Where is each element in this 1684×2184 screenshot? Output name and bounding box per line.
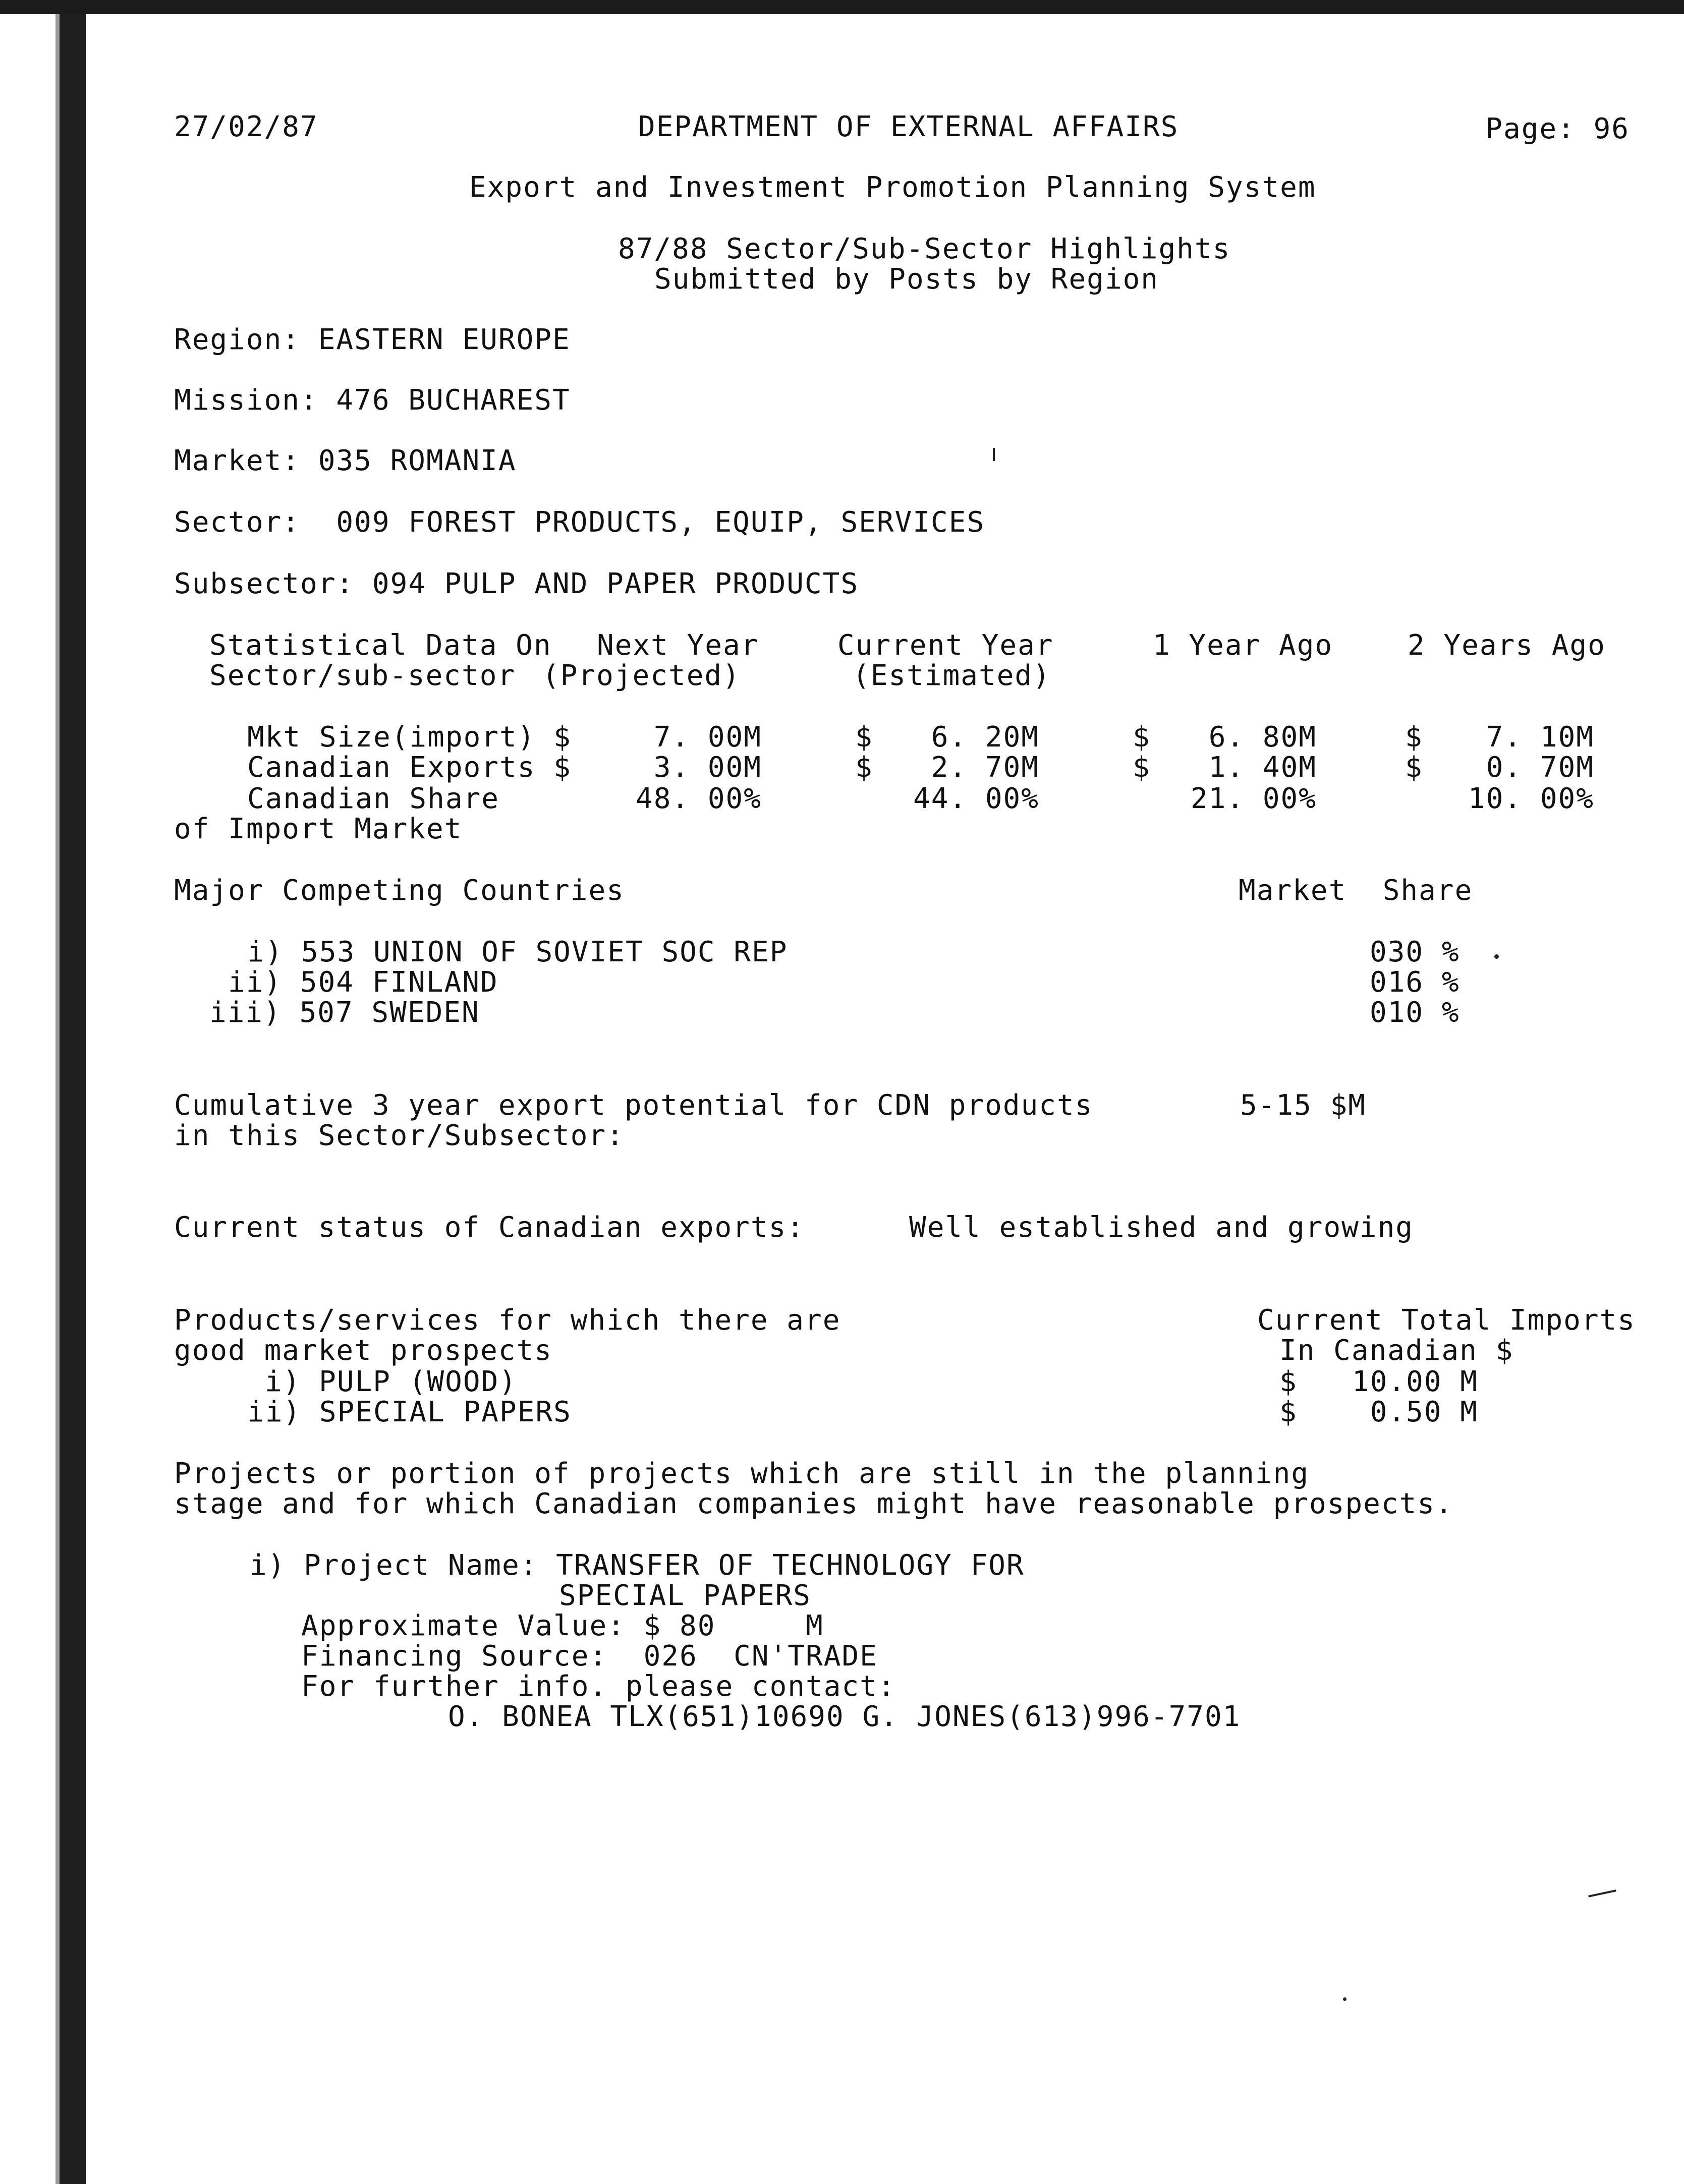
stats-row-label: Mkt Size(import) $ bbox=[247, 721, 572, 754]
product-item: i) PULP (WOOD) bbox=[265, 1365, 518, 1398]
export-status-label: Current status of Canadian exports: bbox=[174, 1211, 805, 1244]
stats-row-label: Canadian Share bbox=[247, 782, 500, 815]
products-label: Products/services for which there are bbox=[174, 1304, 841, 1337]
currency-sign: $ bbox=[1279, 1396, 1298, 1428]
report-date: 27/02/87 bbox=[174, 110, 318, 143]
mission-line: Mission: 476 BUCHAREST bbox=[174, 384, 571, 417]
stats-row-label: Canadian Exports $ bbox=[247, 751, 572, 784]
currency-sign: $ bbox=[1405, 721, 1423, 754]
currency-sign: $ bbox=[1133, 721, 1151, 754]
project-value: Approximate Value: $ 80 M bbox=[301, 1610, 824, 1642]
competitor-share: 016 % bbox=[1370, 966, 1460, 999]
stats-row-two: 7. 10M bbox=[1486, 721, 1594, 754]
product-import-value: 0.50 M bbox=[1370, 1396, 1478, 1428]
scan-stroke bbox=[1588, 1889, 1616, 1898]
scan-speck bbox=[1343, 1997, 1346, 2001]
scan-left-border-edge bbox=[55, 14, 60, 2184]
currency-sign: $ bbox=[1279, 1365, 1298, 1398]
export-potential-value: 5-15 $M bbox=[1240, 1089, 1367, 1122]
report-subtitle: Submitted by Posts by Region bbox=[654, 263, 1159, 296]
export-potential-label-cont: in this Sector/Subsector: bbox=[174, 1119, 625, 1152]
stats-row-label-cont: of Import Market bbox=[174, 813, 463, 845]
project-name-cont: SPECIAL PAPERS bbox=[559, 1579, 812, 1612]
region-line: Region: EASTERN EUROPE bbox=[174, 323, 571, 356]
product-item: ii) SPECIAL PAPERS bbox=[247, 1396, 572, 1428]
export-potential-label: Cumulative 3 year export potential for CDN products bbox=[174, 1089, 1093, 1122]
stats-header-label2: Sector/sub-sector bbox=[209, 659, 516, 692]
currency-sign: $ bbox=[1405, 751, 1423, 784]
sector-line: Sector: 009 FOREST PRODUCTS, EQUIP, SERVICES bbox=[174, 506, 985, 539]
competitor-share: 030 % bbox=[1370, 936, 1460, 968]
market-line: Market: 035 ROMANIA bbox=[174, 444, 517, 477]
imports-header-cont: In Canadian $ bbox=[1279, 1334, 1514, 1367]
stats-header-label: Statistical Data On bbox=[209, 629, 552, 662]
currency-sign: $ bbox=[855, 721, 873, 754]
department-title: DEPARTMENT OF EXTERNAL AFFAIRS bbox=[638, 110, 1179, 143]
products-label-cont: good market prospects bbox=[174, 1334, 553, 1367]
project-name: i) Project Name: TRANSFER OF TECHNOLOGY FOR bbox=[250, 1549, 1025, 1582]
scan-speck bbox=[993, 448, 995, 461]
project-financing: Financing Source: 026 CN'TRADE bbox=[301, 1640, 878, 1673]
subsector-line: Subsector: 094 PULP AND PAPER PRODUCTS bbox=[174, 567, 859, 600]
stats-row-two: 10. 00% bbox=[1468, 782, 1594, 815]
competitor-share: 010 % bbox=[1370, 996, 1460, 1029]
stats-header-next: Next Year bbox=[597, 629, 759, 662]
stats-row-one: 21. 00% bbox=[1190, 782, 1317, 815]
stats-row-next: 7. 00M bbox=[653, 721, 762, 754]
imports-header: Current Total Imports bbox=[1257, 1304, 1636, 1337]
competitor-name: i) 553 UNION OF SOVIET SOC REP bbox=[247, 936, 788, 968]
stats-row-two: 0. 70M bbox=[1486, 751, 1594, 784]
competitor-name: ii) 504 FINLAND bbox=[228, 966, 498, 999]
scan-top-border bbox=[0, 0, 1684, 14]
stray-dot bbox=[1494, 954, 1499, 959]
stats-row-one: 1. 40M bbox=[1208, 751, 1317, 784]
stats-header-one: 1 Year Ago bbox=[1153, 629, 1333, 662]
market-share-header: Market Share bbox=[1239, 874, 1473, 907]
projects-intro: Projects or portion of projects which are still in the planning bbox=[174, 1457, 1310, 1490]
page-number: Page: 96 bbox=[1485, 112, 1630, 145]
stats-row-one: 6. 80M bbox=[1208, 721, 1317, 754]
stats-row-current: 44. 00% bbox=[913, 782, 1039, 815]
stats-row-next: 3. 00M bbox=[653, 751, 762, 784]
stats-row-current: 6. 20M bbox=[931, 721, 1039, 754]
currency-sign: $ bbox=[1133, 751, 1151, 784]
contact-details: O. BONEA TLX(651)10690 G. JONES(613)996-7701 bbox=[448, 1700, 1241, 1733]
export-status-value: Well established and growing bbox=[909, 1211, 1414, 1244]
contact-label: For further info. please contact: bbox=[301, 1670, 896, 1703]
system-title: Export and Investment Promotion Planning System bbox=[469, 171, 1316, 204]
competitors-title: Major Competing Countries bbox=[174, 874, 625, 907]
stats-header-next2: (Projected) bbox=[542, 659, 741, 692]
scan-left-border bbox=[60, 14, 86, 2184]
currency-sign: $ bbox=[855, 751, 873, 784]
stats-header-current2: (Estimated) bbox=[853, 659, 1051, 692]
competitor-name: iii) 507 SWEDEN bbox=[209, 996, 480, 1029]
report-title: 87/88 Sector/Sub-Sector Highlights bbox=[618, 233, 1231, 265]
stats-header-current: Current Year bbox=[837, 629, 1054, 662]
stats-header-two: 2 Years Ago bbox=[1408, 629, 1606, 662]
product-import-value: 10.00 M bbox=[1352, 1365, 1478, 1398]
stats-row-current: 2. 70M bbox=[931, 751, 1039, 784]
stats-row-next: 48. 00% bbox=[635, 782, 762, 815]
projects-intro-cont: stage and for which Canadian companies might have reasonable prospects. bbox=[174, 1487, 1453, 1520]
